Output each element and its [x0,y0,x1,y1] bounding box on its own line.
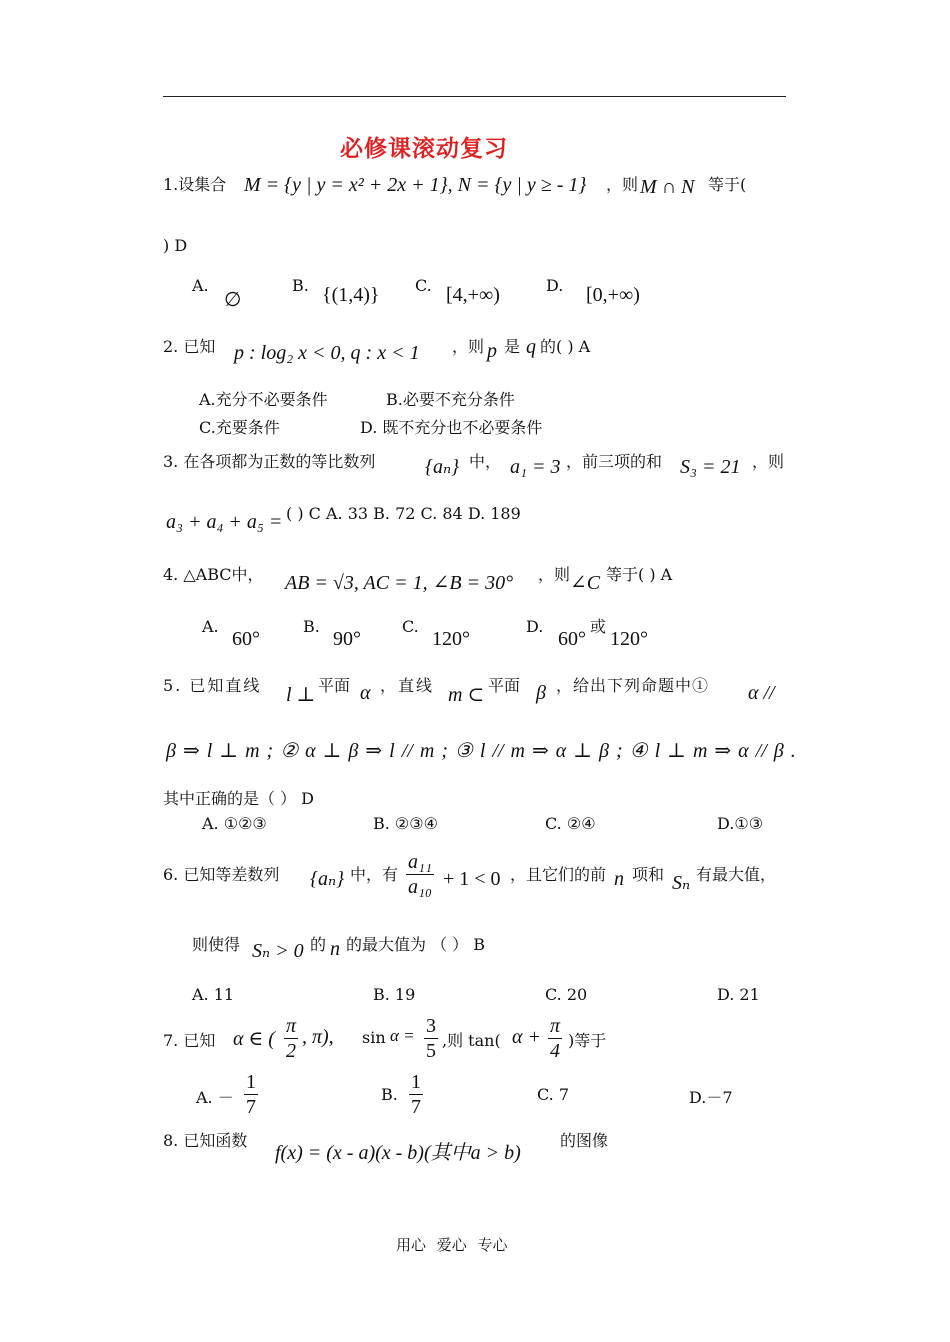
q7-option-d: D.－7 [689,1088,733,1107]
q7-option-c: C. 7 [537,1085,570,1104]
q7-pi-over-4-num: π [550,1015,561,1037]
q3-mid2: ，前三项的和 [566,452,663,471]
q6-option-d: D. 21 [717,985,760,1004]
header-rule [163,96,786,97]
q6-fraction-den: a₁₀ [408,876,432,898]
q7-option-a-label: A. － [196,1088,234,1107]
q6-line2a: 则使得 [192,935,241,954]
q6-fraction [406,850,434,899]
q5-alpha-parallel: α // [748,682,775,704]
q4-option-a: 60° [232,628,260,650]
q6-tail2: 项和 [632,865,665,884]
q1-option-c-label: C. [415,276,432,295]
q7-three-fifths [424,1014,438,1063]
q7-option-b-num: 1 [411,1071,421,1093]
q5-stem: 5. 已知直线 [163,676,262,695]
q6-line2-math: Sₙ > 0 [252,940,304,962]
q4-option-d-2: 120° [610,628,648,650]
q1-option-d-label: D. [546,276,564,295]
q6-seq: {aₙ} [310,868,345,890]
q4-option-c: 120° [432,628,470,650]
q6-line2c: 的最大值为 （ ） B [346,935,486,954]
q1-answer: ) D [163,236,188,255]
q4-option-d-label: D. [526,617,544,636]
q1-expr: M ∩ N [640,176,695,198]
q5-option-a: A. ①②③ [202,814,267,833]
q7-pi-over-2-den: 2 [286,1040,297,1062]
q2-tail: 的( ) A [540,337,591,356]
page-title: 必修课滚动复习 [340,136,508,162]
q7-stem: 7. 已知 [163,1031,216,1050]
q5-m-sub: m ⊂ [448,684,485,706]
page-footer: 用心 爱心 专心 [396,1236,508,1254]
q5-plane1: 平面 [318,676,351,695]
q4-option-d-or: 或 [590,617,607,636]
q3-a1: a₁ = 3 [510,456,561,478]
q5-propositions: β ⇒ l ⊥ m ; ② α ⊥ β ⇒ l // m ; ③ l // m ⇒ α ⊥ β ; ④ l ⊥ m ⇒ α // β . [166,740,796,762]
q1-stem: 1.设集合 [163,175,227,194]
q5-l-perp: l ⊥ [286,684,316,706]
q2-option-d: D. 既不充分也不必要条件 [360,418,543,437]
q7-comma-pi: , π), [302,1026,334,1048]
q4-mid: ，则 [538,565,571,584]
q3-mid3: ，则 [752,452,785,471]
q3-stem: 3. 在各项都为正数的等比数列 [163,452,376,471]
q3-expr: a₃ + a₄ + a₅ = [166,511,283,533]
q4-tail: 等于( ) A [606,565,673,584]
q1-option-c: [4,+∞) [446,284,500,306]
q6-n: n [614,868,624,890]
q7-pi-over-2-num: π [286,1015,297,1037]
q7-sin: sin [362,1028,386,1047]
q5-beta: β [536,682,546,704]
q2-q: q [526,336,536,358]
q2-p: p [487,340,497,362]
q4-option-c-label: C. [402,617,419,636]
q1-tail: 等于( [708,175,747,194]
q2-option-a: A.充分不必要条件 [199,390,328,409]
q7-pi-over-2 [284,1014,298,1063]
q1-option-b-label: B. [292,276,309,295]
q4-stem: 4. △ABC中， [163,565,264,584]
q2-option-b: B.必要不充分条件 [386,390,515,409]
q7-three-fifths-num: 3 [426,1015,436,1037]
q7-alpha-in: α ∈ ( [233,1028,275,1050]
q4-option-a-label: A. [202,617,219,636]
q3-tail: ( ) C A. 33 B. 72 C. 84 D. 189 [286,504,521,523]
q7-option-a-frac [244,1070,258,1119]
q7-pi-over-4 [548,1014,562,1063]
q2-option-c: C.充要条件 [199,418,280,437]
q5-option-b: B. ②③④ [373,814,438,833]
q1-option-d: [0,+∞) [586,284,640,306]
q3-seq: {aₙ} [425,456,460,478]
q7-tail: )等于 [568,1031,607,1050]
q1-option-a: ∅ [224,289,242,311]
q7-option-a-den: 7 [246,1096,256,1118]
q6-option-a: A. 11 [192,985,235,1004]
q7-pi-over-4-den: 4 [550,1040,561,1062]
q1-sets: M = {y | y = x² + 2x + 1}, N = {y | y ≥ - 1} [244,174,587,196]
q4-angle: ∠C [570,572,601,594]
q5-question: 其中正确的是（ ） D [163,789,315,808]
q5-option-c: C. ②④ [545,814,596,833]
q1-then: ，则 [606,175,639,194]
q6-tail3: 有最大值， [696,865,777,884]
q7-three-fifths-den: 5 [426,1040,436,1062]
q4-option-d: 60° [558,628,586,650]
q6-line2b: 的 [310,935,327,954]
q6-option-c: C. 20 [545,985,588,1004]
q7-option-b-den: 7 [411,1096,421,1118]
q7-alpha-plus: α + [512,1026,541,1048]
q5-tail: ，给出下列命题中① [556,676,710,695]
q7-sin-alpha: α = [390,1026,415,1045]
q6-inequality: + 1 < 0 [443,868,501,890]
q6-mid: 中，有 [350,865,399,884]
q8-stem: 8. 已知函数 [163,1131,248,1150]
q6-sn: Sₙ [672,872,691,894]
q6-line2-n: n [330,938,340,960]
q7-option-b-frac [409,1070,423,1119]
q2-shi: 是 [504,337,521,356]
q6-option-b: B. 19 [373,985,416,1004]
q1-option-b: {(1,4)} [322,284,380,306]
q4-math: AB = √3, AC = 1, ∠B = 30° [285,572,514,594]
q4-option-b: 90° [333,628,361,650]
q6-tail: ，且它们的前 [510,865,607,884]
q5-mid: ，直线 [380,676,435,695]
q5-plane2: 平面 [488,676,521,695]
q8-math: f(x) = (x - a)(x - b)(其中a > b) [275,1142,521,1164]
q2-mid: ，则 [452,337,485,356]
q5-option-d: D.①③ [717,814,764,833]
q7-option-a-num: 1 [246,1071,256,1093]
q5-alpha: α [360,682,371,704]
q3-mid1: 中， [469,452,502,471]
q7-then-tan: ,则 tan( [442,1031,501,1050]
q7-option-b-label: B. [381,1085,398,1104]
q8-tail: 的图像 [560,1131,609,1150]
q2-math: p : log₂ x < 0, q : x < 1 [234,342,420,364]
q6-stem: 6. 已知等差数列 [163,865,280,884]
q4-option-b-label: B. [303,617,320,636]
q2-stem: 2. 已知 [163,337,216,356]
q6-fraction-num: a₁₁ [408,851,432,873]
q3-s3: S₃ = 21 [680,456,741,478]
q1-option-a-label: A. [192,276,209,295]
